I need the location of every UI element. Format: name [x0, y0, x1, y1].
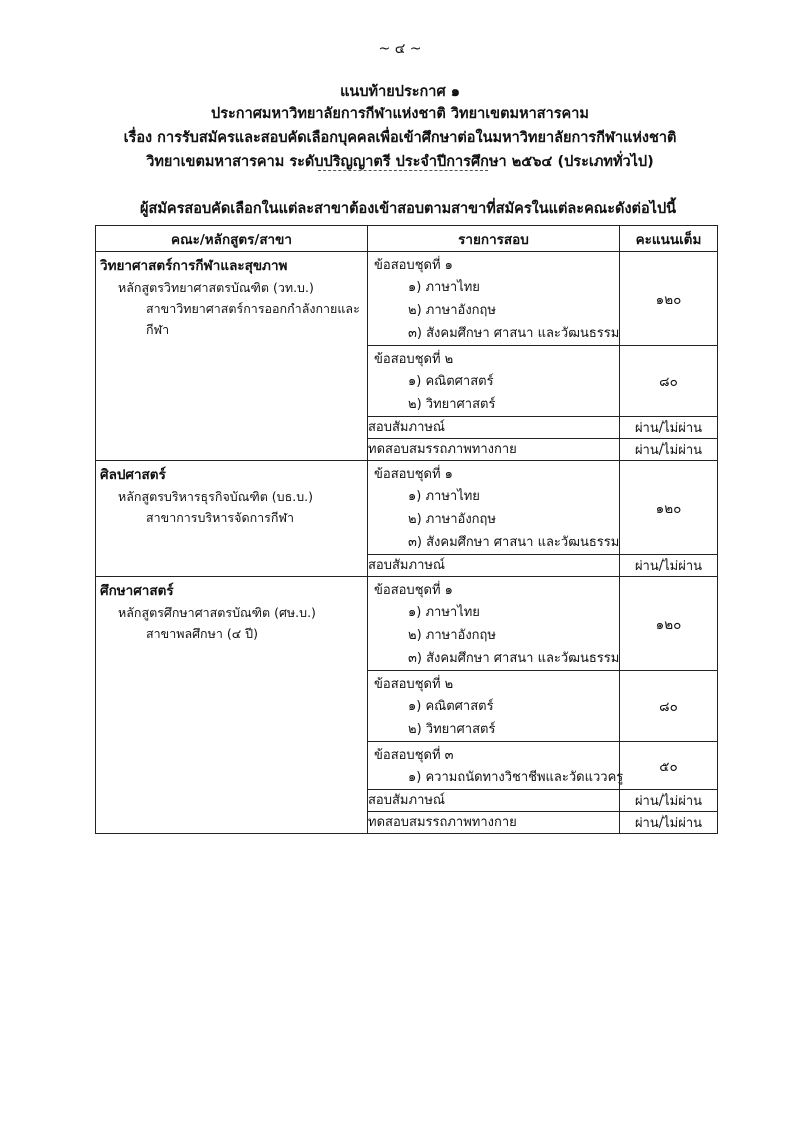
- exam-set-cell: [368, 252, 620, 346]
- exam-set-title: ข้อสอบชุดที่ ๑: [374, 258, 453, 273]
- exam-subject: ๓) สังคมศึกษา ศาสนา และวัฒนธรรม: [408, 535, 620, 550]
- major-name: สาขาพลศึกษา (๔ ปี): [146, 626, 258, 641]
- full-score-cell: ๑๒๐: [620, 577, 718, 671]
- exam-subject: ๒) วิทยาศาสตร์: [408, 397, 496, 412]
- exam-subject: ๑) ภาษาไทย: [408, 489, 480, 504]
- exam-set-title: ข้อสอบชุดที่ ๑: [374, 583, 453, 598]
- exam-subject: ๒) วิทยาศาสตร์: [408, 722, 496, 737]
- exam-set-cell: [368, 577, 620, 671]
- program-name: หลักสูตรศึกษาศาสตรบัณฑิต (ศษ.บ.): [118, 605, 316, 620]
- exam-subject: ๑) ภาษาไทย: [408, 605, 480, 620]
- exam-subject: ๑) ความถนัดทางวิชาชีพและวัดแววครู: [408, 770, 624, 785]
- pass-fail-cell: ผ่าน/ไม่ผ่าน: [620, 439, 718, 461]
- exam-subject: ๒) ภาษาอังกฤษ: [408, 512, 496, 527]
- intro-text: ผู้สมัครสอบคัดเลือกในแต่ละสาขาต้องเข้าสอบตามสาขาที่สมัครในแต่ละคณะดังต่อไปนี้: [140, 201, 677, 217]
- header-exam-items: รายการสอบ: [368, 226, 620, 252]
- faculty-cell: [96, 461, 368, 577]
- extra-test-item: สอบสัมภาษณ์: [368, 417, 620, 439]
- exam-set-row: [96, 577, 718, 671]
- page-number: ~ ๔ ~: [378, 41, 422, 57]
- table-header-row: [96, 226, 718, 252]
- exam-set-row: [96, 461, 718, 555]
- header-full-score: คะแนนเต็ม: [620, 226, 718, 252]
- faculty-name: ศึกษาศาสตร์: [100, 583, 174, 599]
- exam-set-title: ข้อสอบชุดที่ ๒: [374, 677, 454, 692]
- pass-fail-cell: ผ่าน/ไม่ผ่าน: [620, 790, 718, 812]
- major-name: สาขาวิทยาศาสตร์การออกกำลังกายและกีฬา: [146, 301, 360, 337]
- dashed-divider: [318, 170, 488, 171]
- exam-subject: ๓) สังคมศึกษา ศาสนา และวัฒนธรรม: [408, 651, 620, 666]
- faculty-cell: [96, 577, 368, 834]
- header-line-3: เรื่อง การรับสมัครและสอบคัดเลือกบุคคลเพื่อเข้าศึกษาต่อในมหาวิทยาลัยการกีฬาแห่งชาติ: [123, 130, 677, 146]
- extra-test-item: สอบสัมภาษณ์: [368, 555, 620, 577]
- extra-test-item: ทดสอบสมรรถภาพทางกาย: [368, 439, 620, 461]
- extra-test-item: ทดสอบสมรรถภาพทางกาย: [368, 812, 620, 834]
- exam-set-cell: [368, 671, 620, 742]
- exam-subject: ๒) ภาษาอังกฤษ: [408, 628, 496, 643]
- program-name: หลักสูตรวิทยาศาสตรบัณฑิต (วท.บ.): [118, 280, 314, 295]
- full-score-cell: ๑๒๐: [620, 252, 718, 346]
- faculty-cell: [96, 252, 368, 461]
- exam-subject: ๑) คณิตศาสตร์: [408, 374, 494, 389]
- exam-set-title: ข้อสอบชุดที่ ๒: [374, 352, 454, 367]
- pass-fail-cell: ผ่าน/ไม่ผ่าน: [620, 555, 718, 577]
- full-score-cell: ๘๐: [620, 346, 718, 417]
- major-name: สาขาการบริหารจัดการกีฬา: [146, 510, 295, 525]
- full-score-cell: ๕๐: [620, 742, 718, 790]
- exam-set-title: ข้อสอบชุดที่ ๑: [374, 467, 453, 482]
- exam-set-cell: [368, 461, 620, 555]
- exam-subject: ๓) สังคมศึกษา ศาสนา และวัฒนธรรม: [408, 326, 620, 341]
- pass-fail-cell: ผ่าน/ไม่ผ่าน: [620, 812, 718, 834]
- exam-set-title: ข้อสอบชุดที่ ๓: [374, 748, 454, 763]
- header-line-1: แนบท้ายประกาศ ๑: [340, 84, 460, 100]
- full-score-cell: ๑๒๐: [620, 461, 718, 555]
- exam-table: [95, 225, 718, 834]
- exam-subject: ๒) ภาษาอังกฤษ: [408, 303, 496, 318]
- faculty-name: วิทยาศาสตร์การกีฬาและสุขภาพ: [100, 258, 288, 274]
- faculty-name: ศิลปศาสตร์: [100, 467, 166, 483]
- exam-set-cell: [368, 742, 624, 790]
- exam-set-cell: [368, 346, 620, 417]
- exam-subject: ๑) ภาษาไทย: [408, 280, 480, 295]
- program-name: หลักสูตรบริหารธุรกิจบัณฑิต (บธ.บ.): [118, 489, 313, 504]
- header-faculty: คณะ/หลักสูตร/สาขา: [96, 226, 368, 252]
- extra-test-item: สอบสัมภาษณ์: [368, 790, 620, 812]
- full-score-cell: ๘๐: [620, 671, 718, 742]
- pass-fail-cell: ผ่าน/ไม่ผ่าน: [620, 417, 718, 439]
- header-line-2: ประกาศมหาวิทยาลัยการกีฬาแห่งชาติ วิทยาเขตมหาสารคาม: [211, 106, 589, 122]
- exam-subject: ๑) คณิตศาสตร์: [408, 699, 494, 714]
- exam-set-row: [96, 252, 718, 346]
- header-line-4: วิทยาเขตมหาสารคาม ระดับปริญญาตรี ประจำปีการศึกษา ๒๕๖๔ (ประเภททั่วไป): [146, 154, 654, 170]
